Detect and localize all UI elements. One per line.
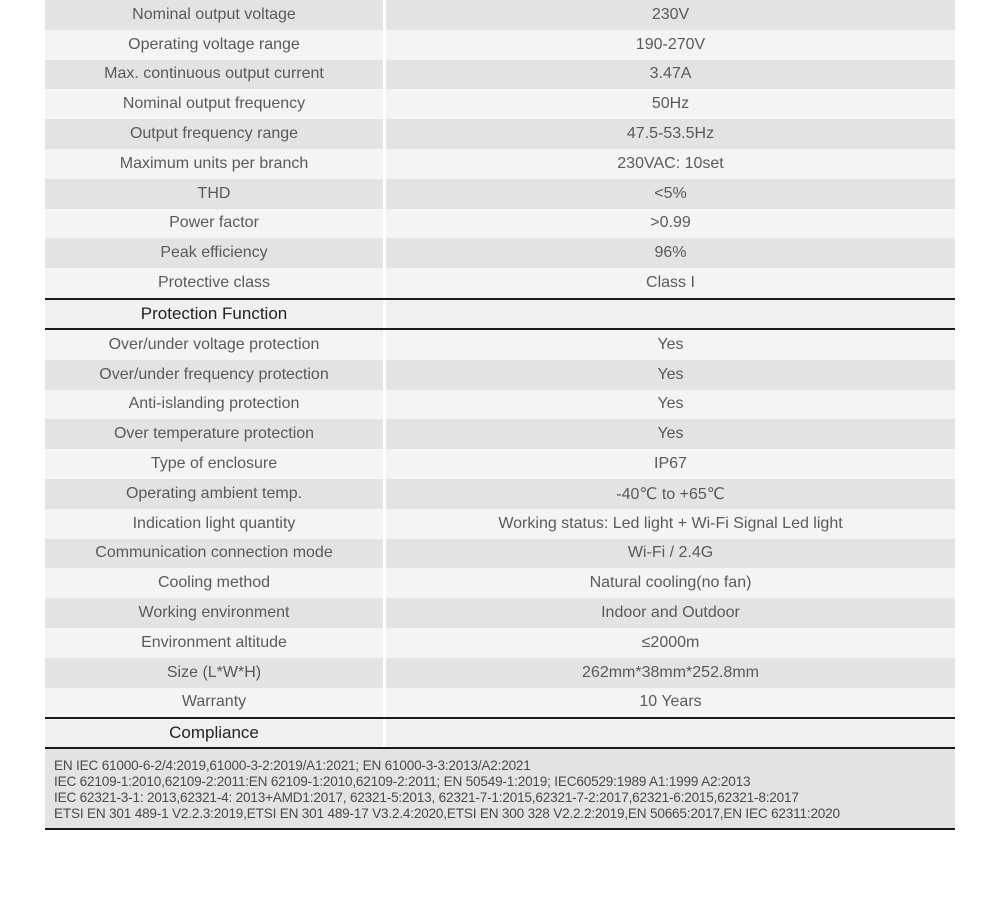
spec-value: ≤2000m [386, 628, 955, 658]
spec-value: 10 Years [386, 688, 955, 718]
spec-value: 47.5-53.5Hz [386, 119, 955, 149]
table-row [45, 449, 955, 479]
table-row [45, 268, 955, 298]
table-row [45, 539, 955, 569]
spec-label: Working environment [45, 598, 383, 628]
spec-value: Yes [386, 330, 955, 360]
spec-label: Max. continuous output current [45, 60, 383, 90]
table-row [45, 628, 955, 658]
spec-value: Yes [386, 419, 955, 449]
table-row [45, 119, 955, 149]
spec-label: Protective class [45, 268, 383, 298]
spec-label: Anti-islanding protection [45, 390, 383, 420]
table-row [45, 509, 955, 539]
compliance-line: IEC 62321-3-1: 2013,62321-4: 2013+AMD1:2017, 62321-5:2013, 62321-7-1:2015,62321-7-2:2017,62321-6:2015,62321-8:2017 [54, 790, 799, 806]
table-row [45, 479, 955, 509]
compliance-line: EN IEC 61000-6-2/4:2019,61000-3-2:2019/A1:2021; EN 61000-3-3:2013/A2:2021 [54, 758, 531, 774]
spec-label: Power factor [45, 209, 383, 239]
spec-value: 3.47A [386, 60, 955, 90]
spec-label: Nominal output voltage [45, 0, 383, 30]
spec-value: Indoor and Outdoor [386, 598, 955, 628]
spec-label: Over/under frequency protection [45, 360, 383, 390]
spec-value: 230V [386, 0, 955, 30]
table-row [45, 179, 955, 209]
compliance-standards [45, 749, 955, 828]
protection-spec-rows [45, 330, 955, 717]
spec-label: Maximum units per branch [45, 149, 383, 179]
spec-label: Indication light quantity [45, 509, 383, 539]
table-row [45, 238, 955, 268]
spec-value: 190-270V [386, 30, 955, 60]
compliance-line: ETSI EN 301 489-1 V2.2.3:2019,ETSI EN 301 489-17 V3.2.4:2020,ETSI EN 300 328 V2.2.2:2019,EN 50665:2017,EN IEC 62311:2020 [54, 806, 840, 822]
electrical-spec-rows [45, 0, 955, 298]
spec-table [45, 0, 955, 830]
table-row [45, 598, 955, 628]
spec-label: Size (L*W*H) [45, 658, 383, 688]
section-title: Protection Function [45, 300, 383, 328]
section-title: Compliance [45, 719, 383, 747]
spec-value: Class I [386, 268, 955, 298]
spec-label: Over temperature protection [45, 419, 383, 449]
spec-label: Warranty [45, 688, 383, 718]
compliance-header [45, 719, 955, 747]
spec-label: Over/under voltage protection [45, 330, 383, 360]
spec-label: Operating voltage range [45, 30, 383, 60]
spec-value: 96% [386, 238, 955, 268]
spec-label: Communication connection mode [45, 539, 383, 569]
spec-label: THD [45, 179, 383, 209]
spec-value: <5% [386, 179, 955, 209]
spec-label: Environment altitude [45, 628, 383, 658]
spec-label: Operating ambient temp. [45, 479, 383, 509]
table-bottom-border [45, 828, 955, 830]
table-row [45, 688, 955, 718]
table-row [45, 330, 955, 360]
table-row [45, 360, 955, 390]
protection-function-header [45, 300, 955, 328]
spec-label: Output frequency range [45, 119, 383, 149]
spec-label: Peak efficiency [45, 238, 383, 268]
table-row [45, 568, 955, 598]
table-row [45, 209, 955, 239]
spec-value: Working status: Led light + Wi-Fi Signal Led light [386, 509, 955, 539]
spec-value: Natural cooling(no fan) [386, 568, 955, 598]
spec-value: 50Hz [386, 89, 955, 119]
spec-value: IP67 [386, 449, 955, 479]
spec-value: -40℃ to +65℃ [386, 479, 955, 509]
spec-value: 262mm*38mm*252.8mm [386, 658, 955, 688]
spec-value: 230VAC: 10set [386, 149, 955, 179]
spec-value: Yes [386, 390, 955, 420]
table-row [45, 60, 955, 90]
table-row [45, 149, 955, 179]
spec-value: >0.99 [386, 209, 955, 239]
table-row [45, 0, 955, 30]
compliance-line: IEC 62109-1:2010,62109-2:2011:EN 62109-1:2010,62109-2:2011; EN 50549-1:2019; IEC60529:1989 A1:1999 A2:2013 [54, 774, 751, 790]
table-row [45, 419, 955, 449]
spec-label: Nominal output frequency [45, 89, 383, 119]
spec-label: Cooling method [45, 568, 383, 598]
spec-label: Type of enclosure [45, 449, 383, 479]
table-row [45, 658, 955, 688]
spec-value: Wi-Fi / 2.4G [386, 539, 955, 569]
table-row [45, 89, 955, 119]
table-row [45, 30, 955, 60]
table-row [45, 390, 955, 420]
spec-value: Yes [386, 360, 955, 390]
